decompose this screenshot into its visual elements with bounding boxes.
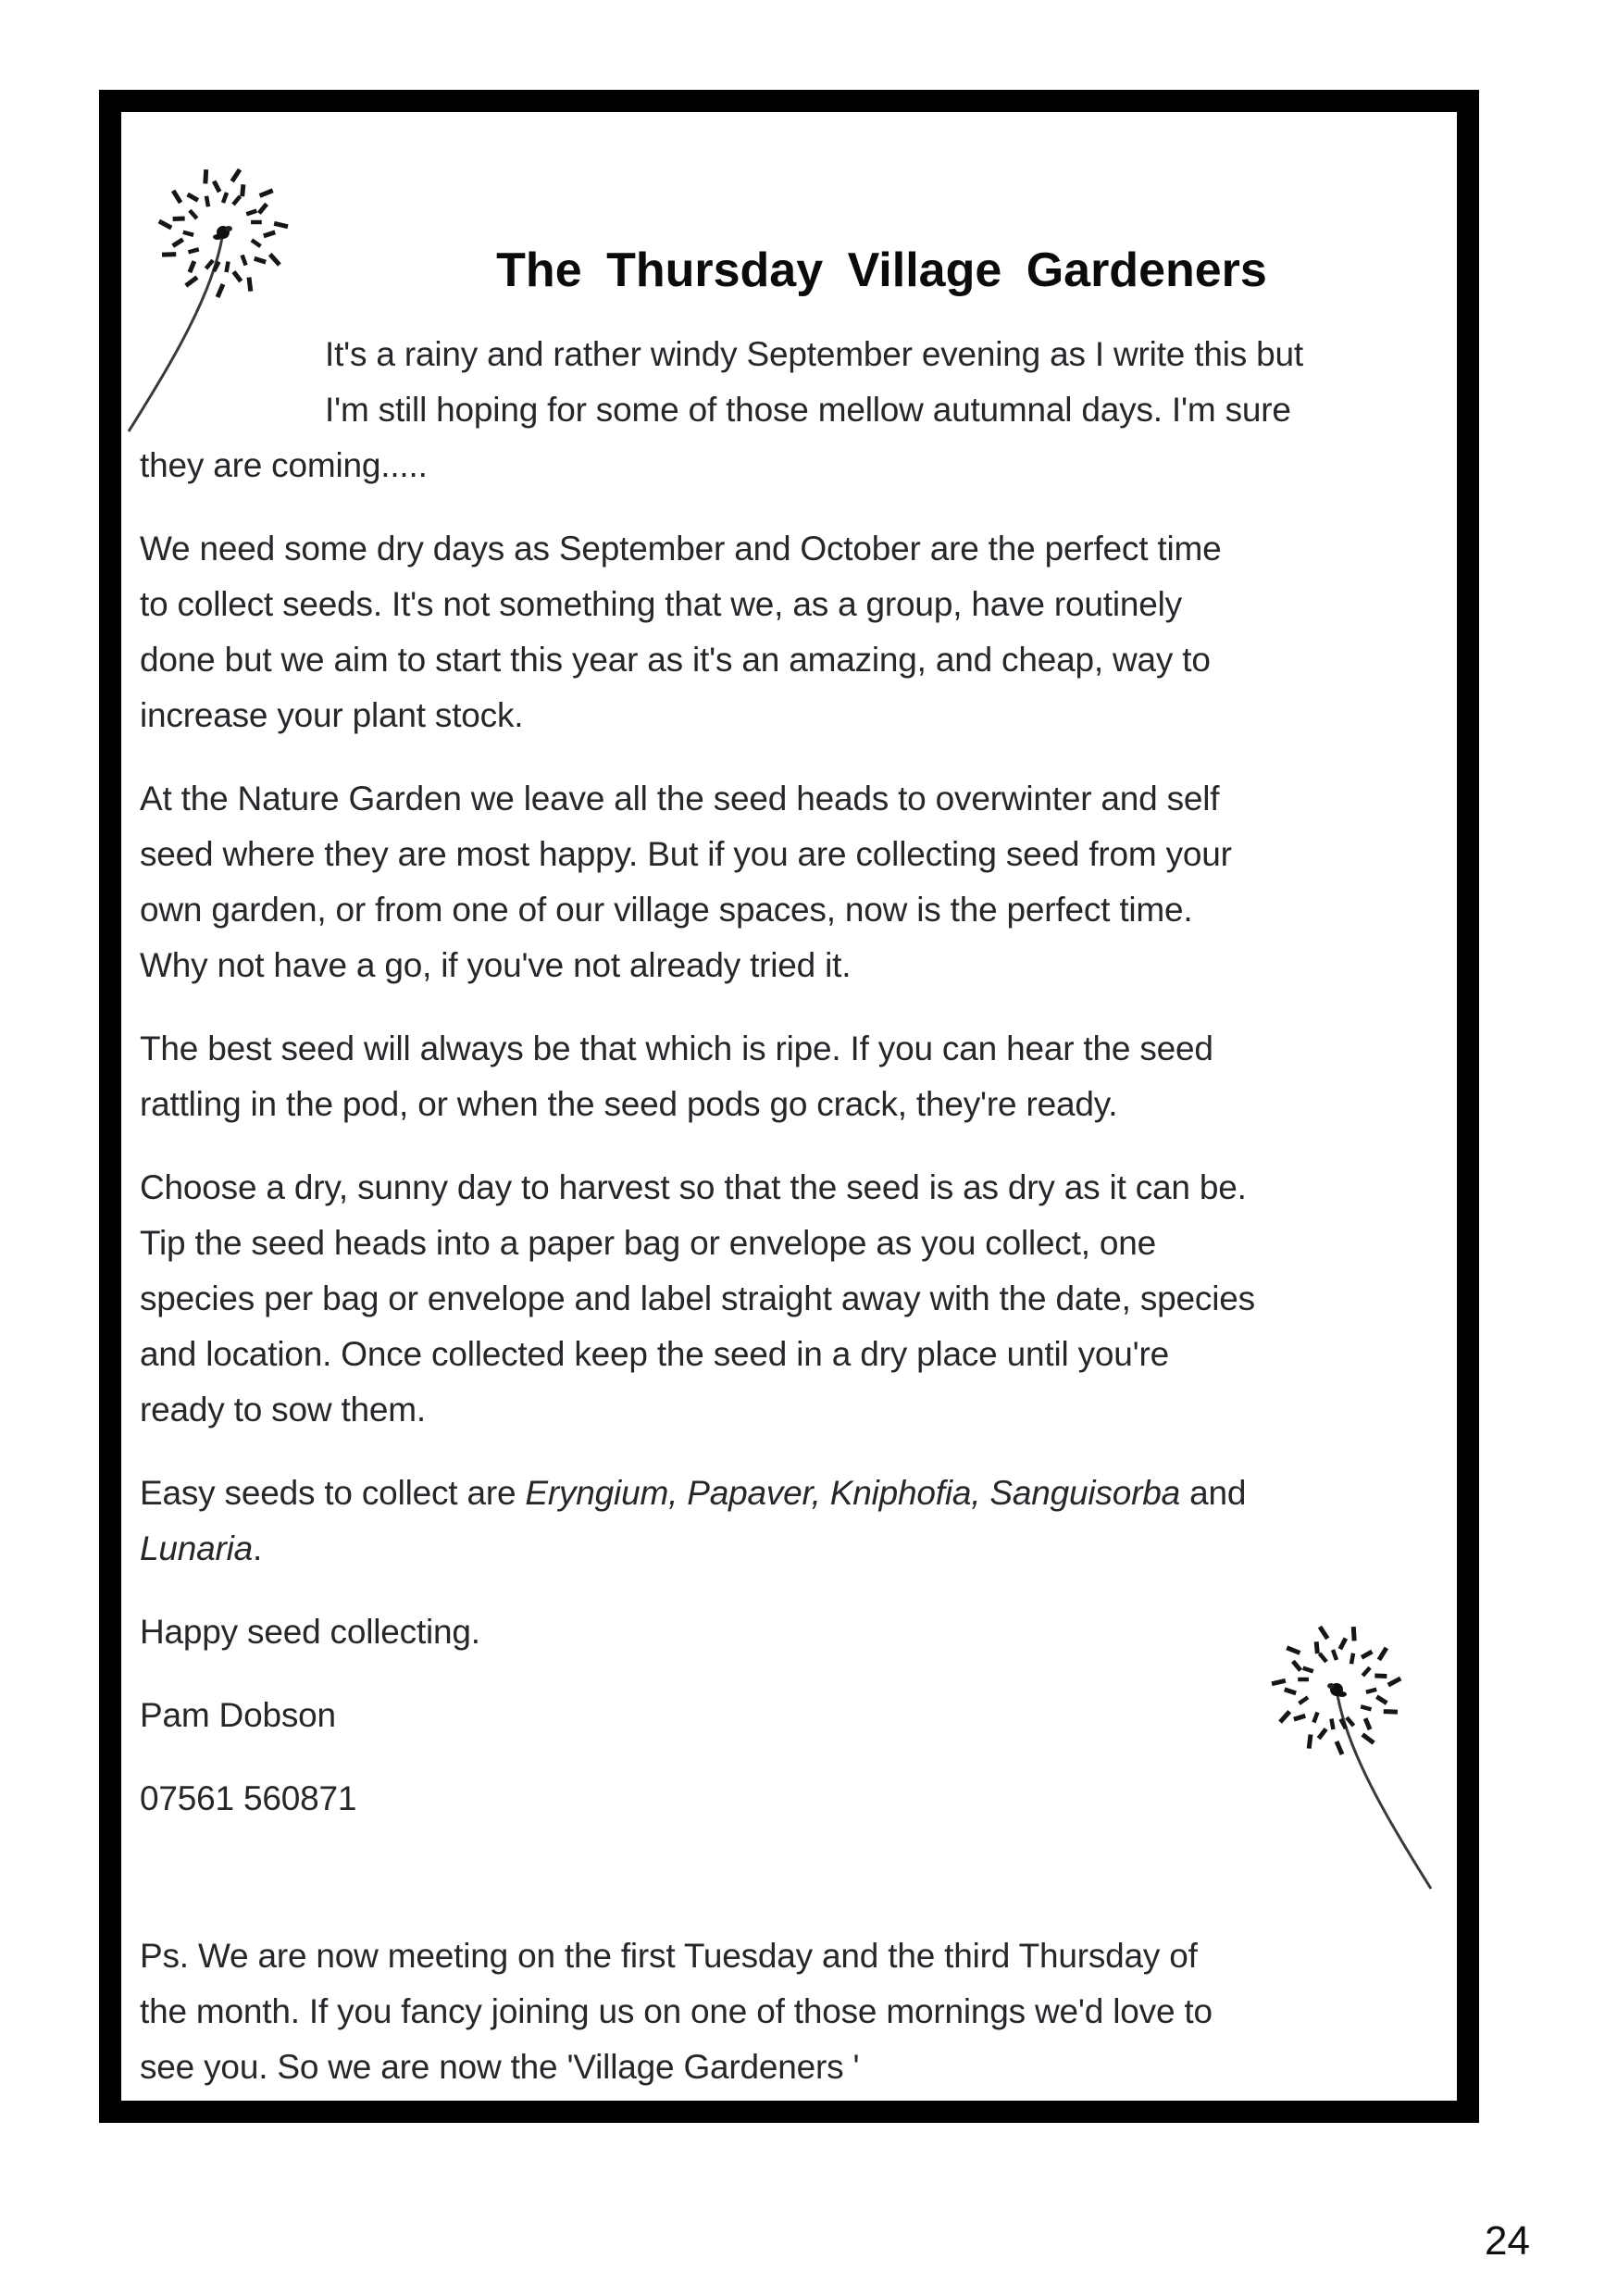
best-seed-paragraph	[140, 1021, 1438, 1132]
dry-days-paragraph	[140, 521, 1438, 743]
easy-seeds-paragraph	[140, 1466, 1438, 1577]
text-line: It's a rainy and rather windy September evening as I write this but	[325, 335, 1303, 373]
text-line: We need some dry days as September and October are the perfect time	[140, 530, 1222, 568]
text-line: Why not have a go, if you've not already tried it.	[140, 946, 852, 984]
dandelion-icon	[1263, 1611, 1448, 1898]
text-segment: .	[253, 1529, 263, 1567]
text-line: Ps. We are now meeting on the first Tuesday and the third Thursday of	[140, 1937, 1198, 1975]
text-line: done but we aim to start this year as it's an amazing, and cheap, way to	[140, 641, 1211, 679]
harvest-paragraph	[140, 1160, 1438, 1438]
text-line: seed where they are most happy. But if you are collecting seed from your	[140, 835, 1232, 873]
text-line: to collect seeds. It's not something that we, as a group, have routinely	[140, 585, 1182, 623]
text-line: and location. Once collected keep the seed in a dry place until you're	[140, 1335, 1169, 1373]
dandelion-icon	[1263, 1611, 1448, 1898]
intro-paragraph	[140, 327, 1438, 493]
text-line: see you. So we are now the 'Village Gardeners '	[140, 2048, 860, 2086]
text-segment: Easy seeds to collect are	[140, 1474, 526, 1512]
text-line: ready to sow them.	[140, 1391, 426, 1429]
species-names-italic: Eryngium, Papaver, Kniphofia, Sanguisorba	[525, 1474, 1180, 1512]
species-names-italic: Lunaria	[140, 1529, 254, 1567]
text-line: Choose a dry, sunny day to harvest so that the seed is as dry as it can be.	[140, 1168, 1247, 1206]
page-number: 24	[1485, 2218, 1530, 2264]
ps-paragraph	[140, 1928, 1438, 2095]
phone-number: 07561 560871	[140, 1779, 357, 1817]
text-line: rattling in the pod, or when the seed pods go crack, they're ready.	[140, 1085, 1118, 1123]
text-line: At the Nature Garden we leave all the seed heads to overwinter and self	[140, 780, 1220, 817]
text-line: the month. If you fancy joining us on one of those mornings we'd love to	[140, 1992, 1213, 2030]
nature-garden-paragraph	[140, 771, 1438, 993]
dandelion-icon	[112, 154, 297, 441]
text-line: they are coming.....	[140, 446, 428, 484]
text-segment: and	[1179, 1474, 1247, 1512]
text-line: own garden, or from one of our village spaces, now is the perfect time.	[140, 891, 1193, 929]
text-line: The best seed will always be that which is ripe. If you can hear the seed	[140, 1029, 1213, 1067]
text-line: species per bag or envelope and label straight away with the date, species	[140, 1279, 1255, 1317]
dandelion-icon	[140, 154, 325, 431]
text-line: increase your plant stock.	[140, 696, 524, 734]
article-frame	[99, 90, 1479, 2123]
text-line: Tip the seed heads into a paper bag or envelope as you collect, one	[140, 1224, 1157, 1262]
page-title: The Thursday Village Gardeners	[496, 243, 1267, 297]
author-name: Pam Dobson	[140, 1696, 336, 1734]
closing-line: Happy seed collecting.	[140, 1613, 480, 1651]
text-line: I'm still hoping for some of those mellow autumnal days. I'm sure	[325, 391, 1291, 429]
